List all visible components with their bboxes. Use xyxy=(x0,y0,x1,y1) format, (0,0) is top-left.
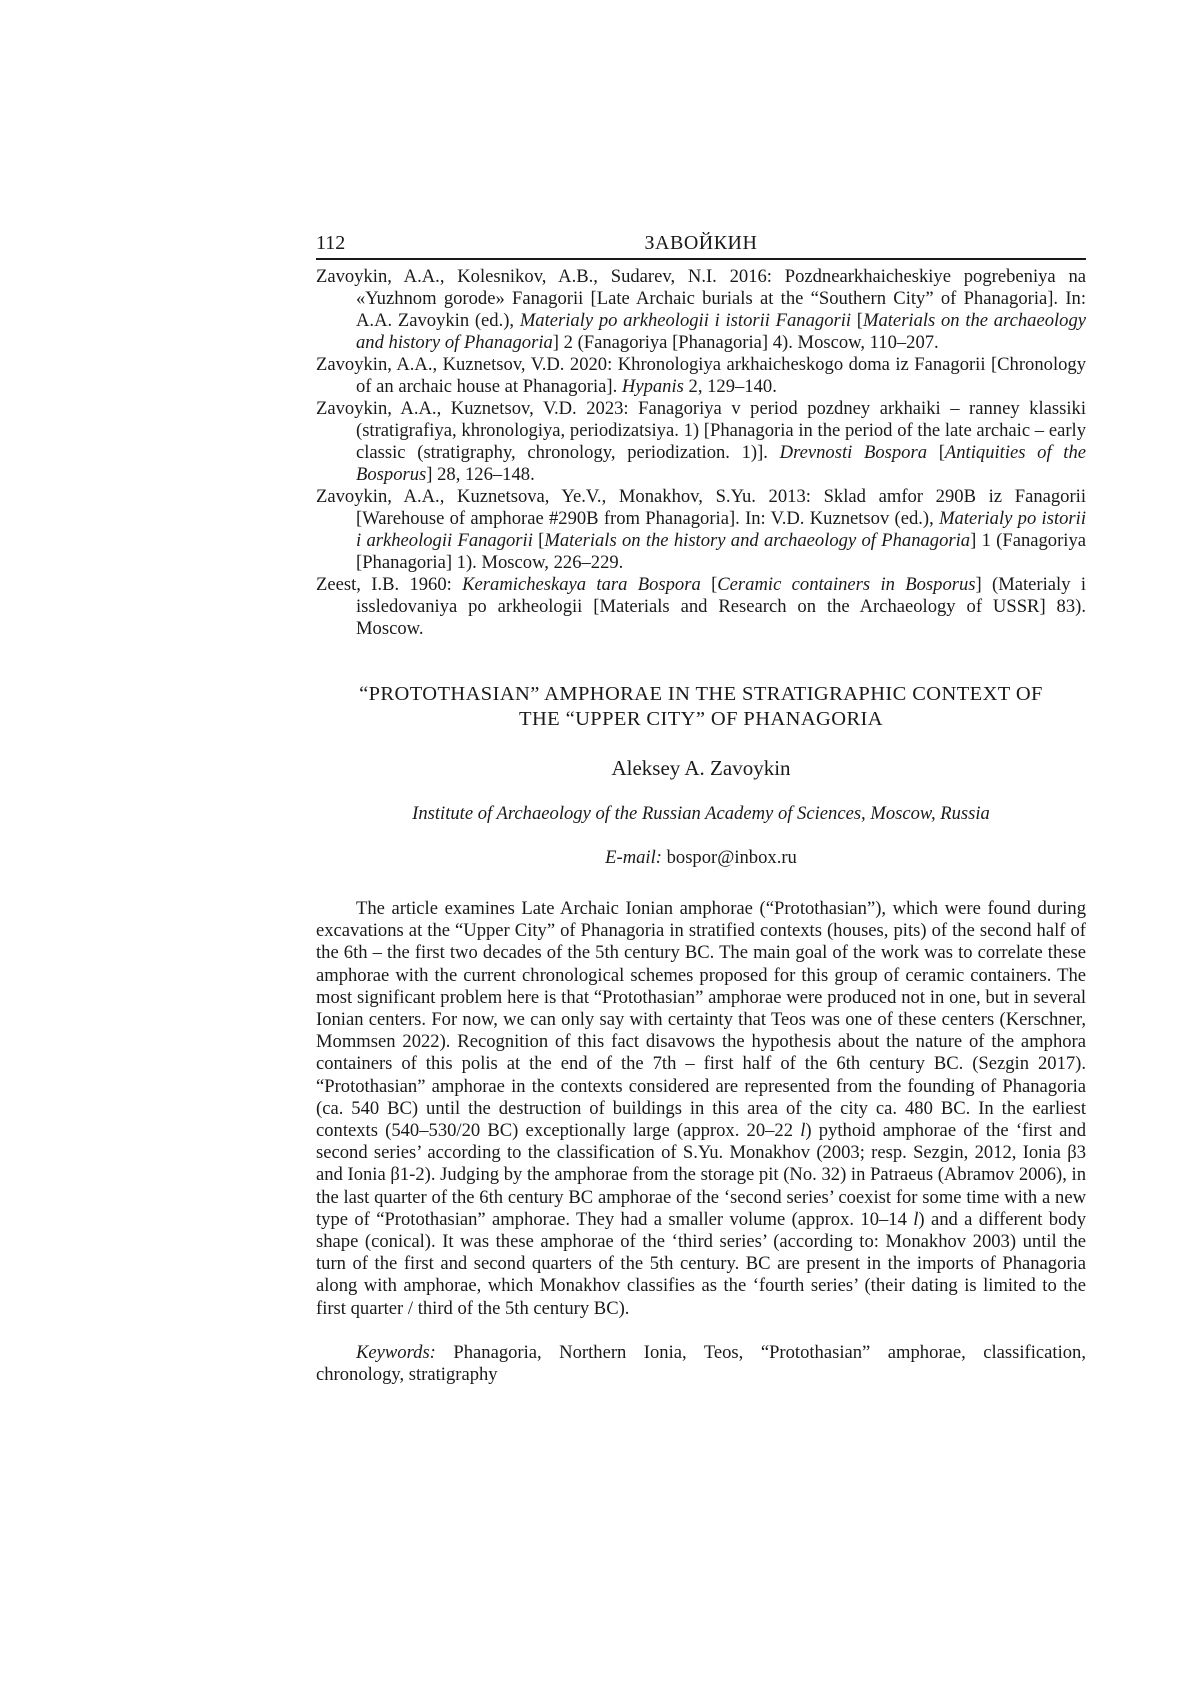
article-title-line: THE “UPPER CITY” OF PHANAGORIA xyxy=(519,708,883,730)
keywords-list: Phanagoria, Northern Ionia, Teos, “Protothasian” amphorae, classification, chronology, stratigraphy xyxy=(316,1341,1086,1386)
article-title-line: “PROTOTHASIAN” AMPHORAE IN THE STRATIGRAPHIC CONTEXT OF xyxy=(359,683,1043,705)
keywords xyxy=(316,1342,1086,1386)
reference-item: Zavoykin, A.A., Kuznetsov, V.D. 2020: Khronologiya arkhaicheskogo doma iz Fanagorii [Chronology of an archaic house at Phanagoria]. Hypanis 2, 129–140. xyxy=(316,354,1086,397)
author-affiliation: Institute of Archaeology of the Russian Academy of Sciences, Moscow, Russia xyxy=(412,803,990,824)
running-title: ЗАВОЙКИН xyxy=(644,232,758,254)
abstract: The article examines Late Archaic Ionian amphorae (“Protothasian”), which were found during excavations at the “Upper City” of Phanagoria in stratified contexts (houses, pits) of the second half of the 6th – the first two decades of the 5th century BC. The main goal of the work was to correlate these amphorae with the current chronological schemes proposed for this group of ceramic containers. The most significant problem here is that “Protothasian” amphorae were produced not in one, but in several Ionian centers. For now, we can only say with certainty that Teos was one of these centers (Kerschner, Mommsen 2022). Recognition of this fact disavows the hypothesis about the nature of the amphora containers of this polis at the end of the 7th – first half of the 6th century BC. (Sezgin 2017). “Protothasian” amphorae in the contexts considered are represented from the founding of Phanagoria (ca. 540 BC) until the destruction of buildings in this area of the city ca. 480 BC. In the earliest contexts (540–530/20 BC) exceptionally large (approx. 20–22 l) pythoid amphorae of the ‘first and second series’ according to the classification of S.Yu. Monakhov (2003; resp. Sezgin, 2012, Ionia β3 and Ionia β1-2). Judging by the amphorae from the storage pit (No. 32) in Patraeus (Abramov 2006), in the last quarter of the 6th century BC amphorae of the ‘second series’ coexist for some time with a new type of “Protothasian” amphorae. They had a smaller volume (approx. 10–14 l) and a different body shape (conical). It was these amphorae of the ‘third series’ (according to: Monakhov 2003) until the turn of the first and second quarters of the 5th century. BC are present in the imports of Phanagoria along with amphorae, which Monakhov classifies as the ‘fourth series’ (their dating is limited to the first quarter / third of the 5th century BC). xyxy=(316,898,1086,1319)
author-name: Aleksey A. Zavoykin xyxy=(611,756,791,780)
reference-item: Zeest, I.B. 1960: Keramicheskaya tara Bospora [Ceramic containers in Bosporus] (Materialy i issledovaniya po arkheologii [Materials and Research on the Archaeology of USSR] 83). Moscow. xyxy=(316,574,1087,639)
article-title xyxy=(316,682,1086,732)
reference-item: Zavoykin, A.A., Kuznetsova, Ye.V., Monakhov, S.Yu. 2013: Sklad amfor 290B iz Fanagorii [Warehouse of amphorae #290B from Phanagoria]. In: V.D. Kuznetsov (ed.), Materialy po istorii i arkheologii Fanagorii [Materials on the history and archaeology of Phanagoria] 1 (Fanagoriya [Phanagoria] 1). Moscow, 226–229. xyxy=(316,486,1087,573)
reference-item: Zavoykin, A.A., Kolesnikov, A.B., Sudarev, N.I. 2016: Pozdnearkhaicheskiye pogrebeniya na «Yuzhnom gorode» Fanagorii [Late Archaic burials at the “Southern City” of Phanagoria]. In: A.A. Zavoykin (ed.), Materialy po arkheologii i istorii Fanagorii [Materials on the archaeology and history of Phanagoria] 2 (Fanagoriya [Phanagoria] 4). Moscow, 110–207. xyxy=(316,266,1087,353)
running-header xyxy=(316,228,1086,260)
keywords-label: Keywords: xyxy=(356,1341,436,1363)
email-address: bospor@inbox.ru xyxy=(661,847,797,868)
reference-list xyxy=(316,266,1086,640)
page-number: 112 xyxy=(316,232,346,254)
reference-item: Zavoykin, A.A., Kuznetsov, V.D. 2023: Fanagoriya v period pozdney arkhaiki – ranney klassiki (stratigrafiya, khronologiya, periodizatsiya. 1) [Phanagoria in the period of the late archaic – early classic (stratigraphy, chronology, periodization. 1)]. Drevnosti Bospora [Antiquities of the Bosporus] 28, 126–148. xyxy=(316,398,1087,485)
email-label: E-mail: xyxy=(605,847,662,868)
author-email xyxy=(316,846,1086,870)
page xyxy=(316,228,1086,1405)
